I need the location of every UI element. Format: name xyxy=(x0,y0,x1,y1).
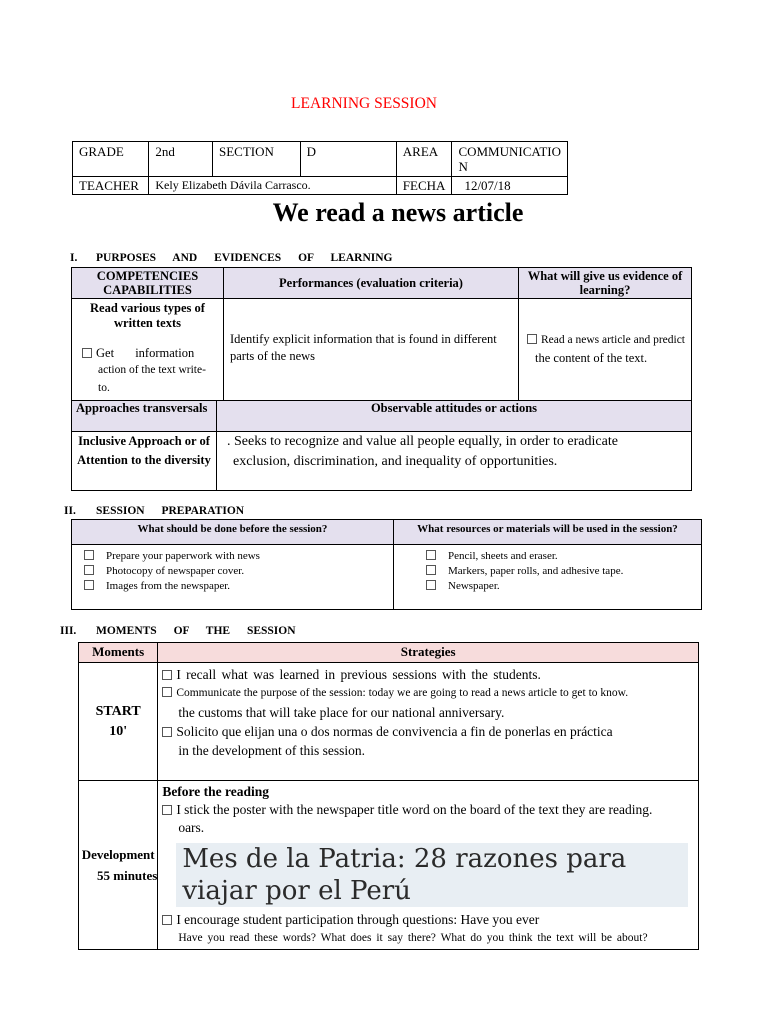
capability-information: information xyxy=(135,346,195,360)
start-text-2b: the customs that will take place for our national anniversary. xyxy=(178,705,505,720)
section3-title: MOMENTS OF THE SESSION xyxy=(96,625,296,637)
dev-text-2b: Have you read these words? What does it say there? What do you think the text will be about? xyxy=(178,932,648,944)
attitudes-header: Observable attitudes or actions xyxy=(217,401,692,432)
bullet-box-icon xyxy=(162,687,172,697)
area-label: AREA xyxy=(396,142,452,177)
list-item-text: Images from the newspaper. xyxy=(106,580,231,592)
dev-line-2 xyxy=(162,911,696,929)
section2-heading xyxy=(64,505,244,517)
bullet-box-icon xyxy=(162,727,172,737)
list-item xyxy=(426,564,701,579)
competencies-header: COMPETENCIES CAPABILITIES xyxy=(72,268,224,299)
list-item-text: Pencil, sheets and eraser. xyxy=(448,550,558,562)
development-time: 55 minutes xyxy=(97,868,158,883)
bullet-box-icon xyxy=(84,550,94,560)
performances-header: Performances (evaluation criteria) xyxy=(224,268,519,299)
section1-heading xyxy=(70,252,392,264)
teacher-label: TEACHER xyxy=(73,177,149,195)
list-item xyxy=(84,579,393,594)
approaches-header: Approaches transversals xyxy=(72,401,217,432)
resources-header: What resources or materials will be used in the session? xyxy=(394,520,702,545)
start-moment xyxy=(79,663,158,781)
before-session-cell xyxy=(72,545,394,610)
start-strategies xyxy=(158,663,699,781)
bullet-box-icon xyxy=(426,565,436,575)
bullet-box-icon xyxy=(162,670,172,680)
performance-text: Identify explicit information that is found in different parts of the news xyxy=(224,299,519,430)
resources-cell xyxy=(394,545,702,610)
list-item xyxy=(84,549,393,564)
attitude-cell xyxy=(217,432,692,491)
capability-get: Get xyxy=(96,346,115,360)
bullet-box-icon xyxy=(162,805,172,815)
development-strategies xyxy=(158,781,699,950)
list-item-text: Photocopy of newspaper cover. xyxy=(106,565,245,577)
teacher-value: Kely Elizabeth Dávila Carrasco. xyxy=(149,177,396,195)
dev-text-2: I encourage student participation through questions: Have you ever xyxy=(176,912,540,927)
preparation-table xyxy=(71,519,702,610)
bullet-box-icon xyxy=(162,915,172,925)
section3-number: III. xyxy=(60,625,77,637)
list-item-text: Prepare your paperwork with news xyxy=(106,550,260,562)
before-reading-heading: Before the reading xyxy=(162,784,270,799)
section-label: SECTION xyxy=(213,142,301,177)
bullet-box-icon xyxy=(426,550,436,560)
bullet-box-icon xyxy=(84,580,94,590)
attitude-cont: exclusion, discrimination, and inequality of opportunities. xyxy=(233,454,558,469)
capability-line xyxy=(72,345,223,361)
list-item-text: Markers, paper rolls, and adhesive tape. xyxy=(448,565,624,577)
section1-number: I. xyxy=(70,252,78,264)
start-line-2 xyxy=(162,684,696,703)
start-time: 10' xyxy=(109,723,128,739)
start-label: START xyxy=(95,703,141,719)
list-item-text: Newspaper. xyxy=(448,580,500,592)
section-value: D xyxy=(300,142,396,177)
strategies-header: Strategies xyxy=(158,643,699,663)
evidence-header: What will give us evidence of learning? xyxy=(519,268,692,299)
dev-line-1 xyxy=(162,801,696,819)
session-title: LEARNING SESSION xyxy=(291,95,437,112)
section2-number: II. xyxy=(64,505,76,517)
approach-name: Inclusive Approach or of Attention to the diversity xyxy=(72,432,217,491)
development-label: Development xyxy=(81,847,155,862)
development-moment xyxy=(79,781,158,950)
document-title: We read a news article xyxy=(272,198,524,227)
approaches-table xyxy=(71,400,692,491)
capability-to: to. xyxy=(98,382,110,394)
bullet-box-icon xyxy=(426,580,436,590)
start-text-3b: in the development of this session. xyxy=(178,743,366,758)
dev-text-1b: oars. xyxy=(178,820,205,835)
evidence-text: Read a news article and predict xyxy=(541,334,686,346)
resources-list xyxy=(414,549,701,594)
moments-table xyxy=(78,642,699,950)
before-session-list xyxy=(72,549,393,594)
start-text-2: Communicate the purpose of the session: today we are going to read a news article to get to know. xyxy=(176,687,629,699)
capability-rest: action of the text write- xyxy=(98,364,206,376)
attitude-text: . Seeks to recognize and value all people equally, in order to eradicate xyxy=(227,434,618,449)
list-item xyxy=(426,549,701,564)
bullet-box-icon xyxy=(527,334,537,344)
start-line-3 xyxy=(162,722,696,741)
dev-text-1: I stick the poster with the newspaper title word on the board of the text they are reading. xyxy=(176,802,653,817)
area-value: COMMUNICATIO N xyxy=(452,142,568,177)
start-text-1: I recall what was learned in previous sessions with the students. xyxy=(176,667,541,682)
evidence-cont: the content of the text. xyxy=(535,351,648,365)
before-session-header: What should be done before the session? xyxy=(72,520,394,545)
section1-title: PURPOSES AND EVIDENCES OF LEARNING xyxy=(96,252,393,264)
fecha-label: FECHA xyxy=(396,177,452,195)
start-text-3: Solicito que elijan una o dos normas de convivencia a fin de ponerlas en práctica xyxy=(176,724,613,739)
list-item xyxy=(426,579,701,594)
start-line-1 xyxy=(162,665,696,684)
bullet-box-icon xyxy=(82,348,92,358)
grade-label: GRADE xyxy=(73,142,149,177)
section3-heading xyxy=(60,625,296,637)
bullet-box-icon xyxy=(84,565,94,575)
grade-value: 2nd xyxy=(149,142,213,177)
news-headline-image: Mes de la Patria: 28 razones para viajar por el Perú xyxy=(176,843,688,907)
competency-text: Read various types of written texts xyxy=(90,301,205,330)
moments-header: Moments xyxy=(79,643,158,663)
info-table xyxy=(72,141,568,195)
list-item xyxy=(84,564,393,579)
fecha-value: 12/07/18 xyxy=(452,177,568,195)
evidence-line xyxy=(527,331,691,349)
section2-title: SESSION PREPARATION xyxy=(96,505,245,517)
